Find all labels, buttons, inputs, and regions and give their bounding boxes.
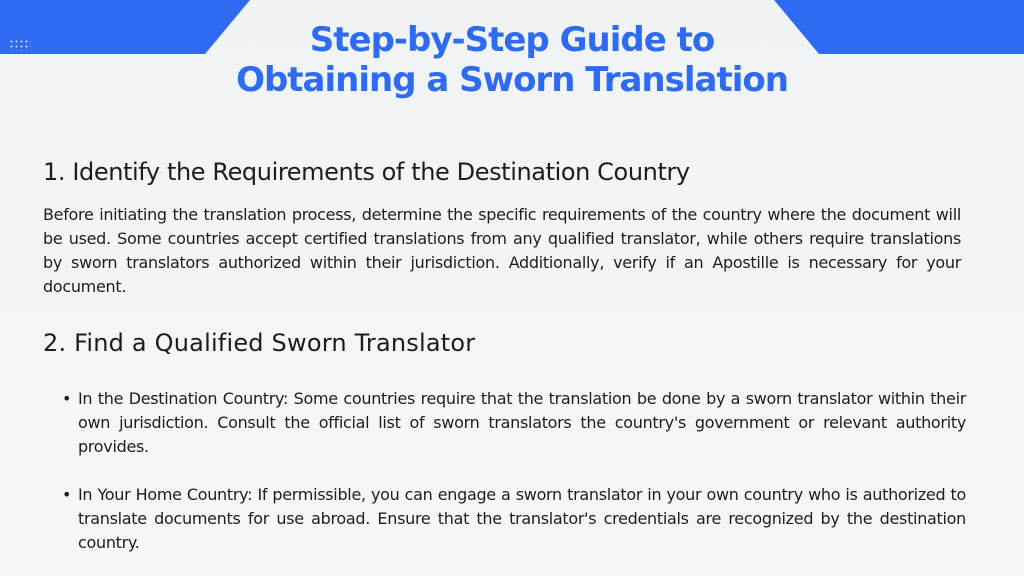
section-1-heading: 1. Identify the Requirements of the Destination Country — [43, 158, 690, 186]
page-title — [0, 20, 1024, 100]
bullet-text: In Your Home Country: If permissible, you can engage a sworn translator in your own country who is authorized to translate documents for use abroad. Ensure that the translator's credentials are recognized by the destination country. — [78, 485, 966, 552]
section-2-heading: 2. Find a Qualified Sworn Translator — [43, 329, 476, 357]
bullet-item-destination-country — [62, 387, 966, 459]
page-title-line-2: Obtaining a Sworn Translation — [236, 60, 788, 100]
bullet-marker: • — [62, 485, 72, 504]
bullet-marker: • — [62, 389, 72, 408]
section-1-paragraph: Before initiating the translation process, determine the specific requirements of the country where the document will be used. Some countries accept certified translations from any qualified translator, while others require translations by sworn translators authorized within their jurisdiction. Additionally, verify if an Apostille is necessary for your document. — [43, 205, 961, 296]
page-title-line-1: Step-by-Step Guide to — [309, 20, 715, 60]
bullet-text: In the Destination Country: Some countries require that the translation be done by a sworn translator within their own jurisdiction. Consult the official list of sworn translators the country's government or relevant authority provides. — [78, 389, 966, 456]
bullet-item-home-country — [62, 483, 966, 555]
